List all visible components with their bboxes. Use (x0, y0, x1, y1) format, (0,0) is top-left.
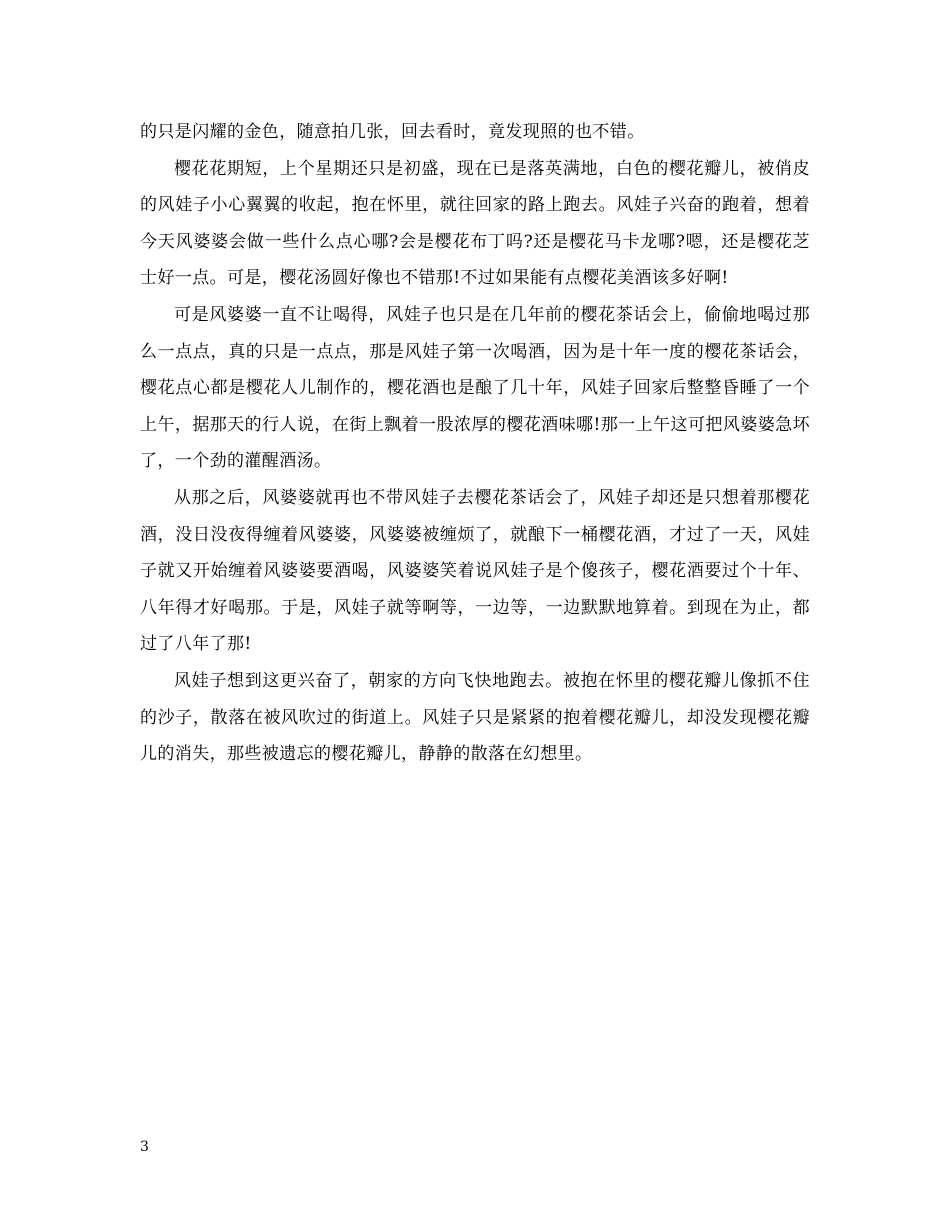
paragraph-cherry-blossom-season: 樱花花期短，上个星期还只是初盛，现在已是落英满地，白色的樱花瓣儿，被俏皮的风娃子小心翼翼的收起，抱在怀里，就往回家的路上跑去。风娃子兴奋的跑着，想着今天风婆婆会做一些什么点心哪?会是樱花布丁吗?还是樱花马卡龙哪?嗯，还是樱花芝士好一点。可是，樱花汤圆好像也不错那!不过如果能有点樱花美酒该多好啊! (140, 158, 810, 289)
paragraph-waiting: 从那之后，风婆婆就再也不带风娃子去樱花茶话会了，风娃子却还是只想着那樱花酒，没日没夜得缠着风婆婆，风婆婆被缠烦了，就酿下一桶樱花酒，才过了一天，风娃子就又开始缠着风婆婆要酒喝，风婆婆笑着说风娃子是个傻孩子，樱花酒要过个十年、八年得才好喝那。于是，风娃子就等啊等，一边等，一边默默地算着。到现在为止，都过了八年了那! (140, 487, 810, 655)
paragraph-continuation: 的只是闪耀的金色，随意拍几张，回去看时，竟发现照的也不错。 (140, 122, 645, 142)
body-text (140, 114, 810, 773)
page-number: 3 (140, 1139, 149, 1155)
paragraph-tea-party: 可是风婆婆一直不让喝得，风娃子也只是在几年前的樱花茶话会上，偷偷地喝过那么一点点，真的只是一点点，那是风娃子第一次喝酒，因为是十年一度的樱花茶话会，樱花点心都是樱花人儿制作的，樱花酒也是酿了几十年，风娃子回家后整整昏睡了一个上午，据那天的行人说，在街上飘着一股浓厚的樱花酒味哪!那一上午这可把风婆婆急坏了，一个劲的灌醒酒汤。 (140, 304, 810, 472)
paragraph-petals-scatter: 风娃子想到这更兴奋了，朝家的方向飞快地跑去。被抱在怀里的樱花瓣儿像抓不住的沙子，散落在被风吹过的街道上。风娃子只是紧紧的抱着樱花瓣儿，却没发现樱花瓣儿的消失，那些被遗忘的樱花瓣儿，静静的散落在幻想里。 (140, 670, 810, 765)
